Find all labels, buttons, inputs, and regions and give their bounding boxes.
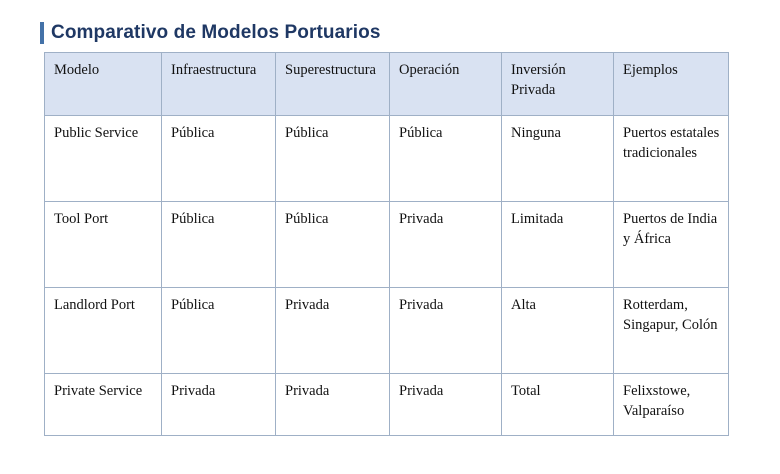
cell-ejemplos: Puertos estatales tradicionales xyxy=(614,116,729,202)
cell-superestructura: Privada xyxy=(276,288,390,374)
table-row xyxy=(45,288,729,374)
table-row xyxy=(45,202,729,288)
cell-superestructura: Privada xyxy=(276,374,390,436)
table-header-row xyxy=(45,53,729,116)
column-header-ejemplos: Ejemplos xyxy=(614,53,729,116)
cell-modelo: Private Service xyxy=(45,374,162,436)
cell-inversion-privada: Alta xyxy=(502,288,614,374)
cell-modelo: Landlord Port xyxy=(45,288,162,374)
title-accent-bar xyxy=(40,22,44,44)
cell-ejemplos: Felixstowe, Valparaíso xyxy=(614,374,729,436)
cell-infraestructura: Pública xyxy=(162,288,276,374)
cell-modelo: Tool Port xyxy=(45,202,162,288)
cell-infraestructura: Pública xyxy=(162,116,276,202)
cell-infraestructura: Privada xyxy=(162,374,276,436)
cell-modelo: Public Service xyxy=(45,116,162,202)
column-header-inversion-privada: Inversión Privada xyxy=(502,53,614,116)
cell-operacion: Pública xyxy=(390,116,502,202)
column-header-infraestructura: Infraestructura xyxy=(162,53,276,116)
cell-ejemplos: Puertos de India y África xyxy=(614,202,729,288)
cell-superestructura: Pública xyxy=(276,202,390,288)
port-models-comparison-table xyxy=(44,52,729,436)
table-row xyxy=(45,374,729,436)
cell-operacion: Privada xyxy=(390,374,502,436)
table-row xyxy=(45,116,729,202)
cell-infraestructura: Pública xyxy=(162,202,276,288)
page-title xyxy=(40,22,381,44)
cell-inversion-privada: Limitada xyxy=(502,202,614,288)
column-header-superestructura: Superestructura xyxy=(276,53,390,116)
column-header-modelo: Modelo xyxy=(45,53,162,116)
cell-inversion-privada: Total xyxy=(502,374,614,436)
cell-inversion-privada: Ninguna xyxy=(502,116,614,202)
cell-superestructura: Pública xyxy=(276,116,390,202)
cell-operacion: Privada xyxy=(390,288,502,374)
cell-operacion: Privada xyxy=(390,202,502,288)
column-header-operacion: Operación xyxy=(390,53,502,116)
page-title-text: Comparativo de Modelos Portuarios xyxy=(51,22,381,43)
cell-ejemplos: Rotterdam, Singapur, Colón xyxy=(614,288,729,374)
